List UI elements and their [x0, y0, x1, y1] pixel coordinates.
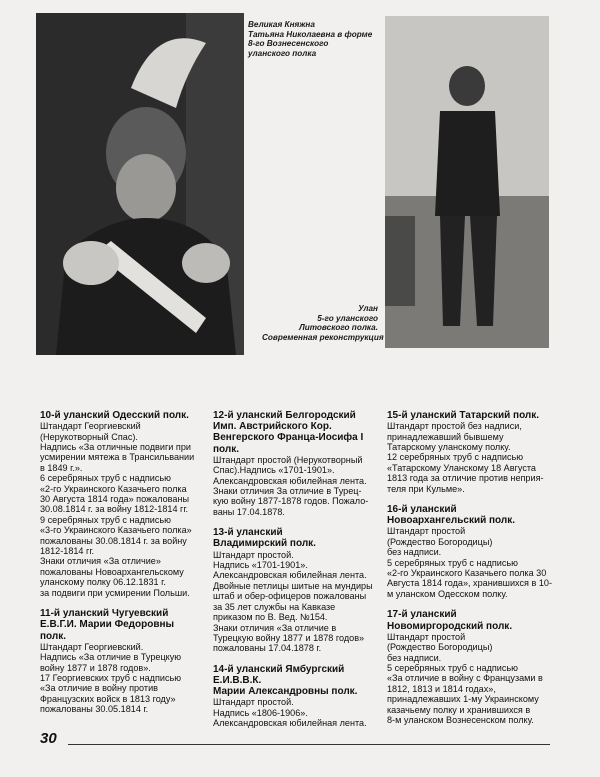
regiment-text: Двойные петлицы шитые на мундиры — [213, 580, 373, 591]
regiment-text: 9 серебряных труб с надписью — [40, 514, 171, 525]
caption-line: 8-го Вознесенского — [248, 39, 329, 49]
regiment-text: 8-м уланском Вознесенском полку. — [387, 714, 534, 725]
regiment-heading: 13-й уланский — [213, 527, 283, 539]
regiment-text: Спас).Надпись «1701-1901». — [213, 465, 335, 476]
footer-rule — [68, 744, 550, 745]
regiment-heading: 12-й уланский Белгородский — [213, 410, 356, 421]
regiment-text: Штандарт Георгиевский — [40, 421, 141, 432]
regiment-text: 12 серебряных труб с надписью — [387, 452, 524, 463]
regiment-text: «2-го Украинского Казачьего полка — [40, 483, 187, 494]
section-gap — [213, 654, 381, 664]
regiment-text: Французских войск в 1813 году» — [40, 693, 176, 704]
regiment-text: Штандарт простой (Нерукотворный — [213, 454, 363, 465]
regiment-heading: 15-й уланский Татарский полк. — [387, 410, 540, 421]
regiment-text: «За отличие в войну против — [40, 683, 158, 694]
regiment-text: Надпись «За отличные подвиги при — [40, 442, 191, 453]
regiment-heading: Венгерского Франца-Иосифа I — [213, 432, 364, 444]
column-2 — [213, 410, 381, 729]
regiment-text: Надпись «1806-1906». — [213, 707, 308, 718]
regiment-text: войну 1877 и 1878 годов». — [40, 662, 151, 673]
caption-line: Современная реконструкция — [262, 332, 384, 342]
section-gap — [40, 598, 208, 608]
regiment-text: «Татарскому Уланскому 18 Августа — [387, 462, 536, 473]
regiment-text: Надпись «За отличие в Турецкую — [40, 652, 182, 663]
regiment-text: казачьему полку и хранившихся в — [387, 704, 531, 715]
regiment-text: усмирении мятежа в Трансильвании — [40, 452, 195, 463]
regiment-text: Александровская юбилейная лента. — [213, 570, 367, 581]
regiment-text: 17 Георгиевских труб с надписью — [40, 672, 182, 683]
regiment-text: Турецкую войну 1877 и 1878 годов» — [213, 632, 365, 643]
section-gap — [213, 517, 381, 527]
regiment-text: ваны 17.04.1878. — [213, 506, 285, 517]
photo2-caption — [262, 304, 384, 342]
regiment-heading: Новомиргородский полк. — [387, 620, 513, 632]
section-gap — [387, 599, 562, 609]
regiment-text: 1813 года за отличие против неприя- — [387, 473, 544, 484]
regiment-text: Татарскому уланскому полку. — [387, 442, 511, 453]
regiment-text: Августа 1814 года», хранившихся в 10- — [387, 578, 552, 589]
regiment-text: «2-го Украинского Казачьего полка 30 — [387, 568, 547, 579]
regiment-text: 5 серебряных труб с надписью — [387, 662, 518, 673]
regiment-text: Штандарт простой без надписи, — [387, 421, 522, 432]
regiment-text: Александровская юбилейная лента. — [213, 718, 367, 729]
regiment-text: 1812-1814 гг. — [40, 546, 95, 557]
regiment-heading: Е.И.В.В.К. — [213, 674, 262, 686]
regiment-text: Александровская юбилейная лента. — [213, 475, 367, 486]
regiment-text: за 35 лет службы на Кавказе — [213, 601, 336, 612]
caption-line: 5-го уланского — [317, 313, 378, 323]
photo1-caption — [248, 20, 372, 58]
column-1 — [40, 410, 208, 715]
regiment-text: 30 Августа 1814 года» пожалованы — [40, 494, 190, 505]
regiment-text: принадлежавших 1-му Украинскому — [387, 694, 539, 705]
regiment-text: пожалованы Новоархангельскому — [40, 566, 184, 577]
caption-line: уланского полка — [248, 48, 317, 58]
regiment-text: Штандарт простой. — [213, 549, 294, 560]
regiment-text: Штандарт простой. — [213, 697, 294, 708]
regiment-text: приказом по В. Вед. №154. — [213, 612, 328, 623]
regiment-text: Штандарт простой — [387, 526, 466, 537]
regiment-text: «3-го Украинского Казачьего полка» — [40, 525, 192, 536]
section-gap — [387, 494, 562, 504]
regiment-text: теля при Кульме». — [387, 483, 465, 494]
caption-line: Татьяна Николаевна в форме — [248, 29, 373, 39]
regiment-text: 1812, 1813 и 1814 годах», — [387, 683, 496, 694]
regiment-text: пожалованы 17.04.1878 г. — [213, 643, 322, 654]
column-3 — [387, 410, 562, 725]
regiment-text: Знаки отличия «За отличие» — [40, 556, 161, 567]
regiment-text: (Нерукотворный Спас). — [40, 431, 138, 442]
photo-uhlan-reconstruction — [385, 16, 549, 348]
regiment-text: «За отличие в войну с Французами в — [387, 673, 543, 684]
regiment-text: в 1849 г.». — [40, 462, 83, 473]
regiment-text: 30.08.1814 г. за войну 1812-1814 гг. — [40, 504, 189, 515]
regiment-text: кую войну 1877-1878 годов. Пожало- — [213, 496, 369, 507]
regiment-text: без надписи. — [387, 547, 442, 558]
caption-line: Литовского полка. — [299, 323, 378, 333]
regiment-text: штаб и обер-офицеров пожалованы — [213, 591, 367, 602]
regiment-heading: 10-й уланский Одесский полк. — [40, 410, 189, 421]
regiment-text: 6 серебряных труб с надписью — [40, 473, 171, 484]
regiment-text: 5 серебряных труб с надписью — [387, 557, 518, 568]
regiment-text: принадлежавший бывшему — [387, 431, 504, 442]
regiment-heading: полк. — [40, 630, 67, 642]
regiment-text: пожалованы 30.05.1814 г. — [40, 704, 149, 715]
regiment-heading: Имп. Австрийского Кор. — [213, 421, 332, 433]
caption-line: Великая Княжна — [248, 20, 315, 29]
regiment-heading: 17-й уланский — [387, 609, 457, 621]
caption-line: Улан — [358, 304, 378, 313]
regiment-text: уланскому полку 06.12.1831 г. — [40, 577, 166, 588]
photo-grand-duchess-tatiana — [36, 13, 244, 355]
regiment-heading: 14-й уланский Ямбургский — [213, 663, 345, 675]
regiment-text: пожалованы 30.08.1814 г. за войну — [40, 535, 187, 546]
regiment-heading: полк. — [213, 443, 240, 455]
regiment-heading: Марии Александровны полк. — [213, 686, 358, 698]
regiment-text: м уланском Одесском полку. — [387, 588, 508, 599]
regiment-heading: 11-й уланский Чугуевский — [40, 608, 169, 620]
page-number: 30 — [40, 730, 57, 747]
regiment-heading: Владимирский полк. — [213, 538, 316, 550]
regiment-text: за подвиги при усмирении Польши. — [40, 587, 190, 598]
regiment-text: Штандарт простой — [387, 631, 466, 642]
regiment-text: (Рождество Богородицы) — [387, 536, 493, 547]
regiment-text: Штандарт Георгиевский. — [40, 641, 144, 652]
regiment-text: Надпись «1701-1901». — [213, 560, 308, 571]
regiment-text: (Рождество Богородицы) — [387, 642, 493, 653]
regiment-text: Знаки отличия «За отличие в — [213, 622, 337, 633]
regiment-text: без надписи. — [387, 652, 442, 663]
regiment-text: Знаки отличия За отличие в Турец- — [213, 486, 362, 497]
regiment-heading: Е.В.Г.И. Марии Федоровны — [40, 619, 175, 631]
regiment-heading: 16-й уланский — [387, 504, 457, 516]
regiment-heading: Новоархангельский полк. — [387, 515, 516, 527]
